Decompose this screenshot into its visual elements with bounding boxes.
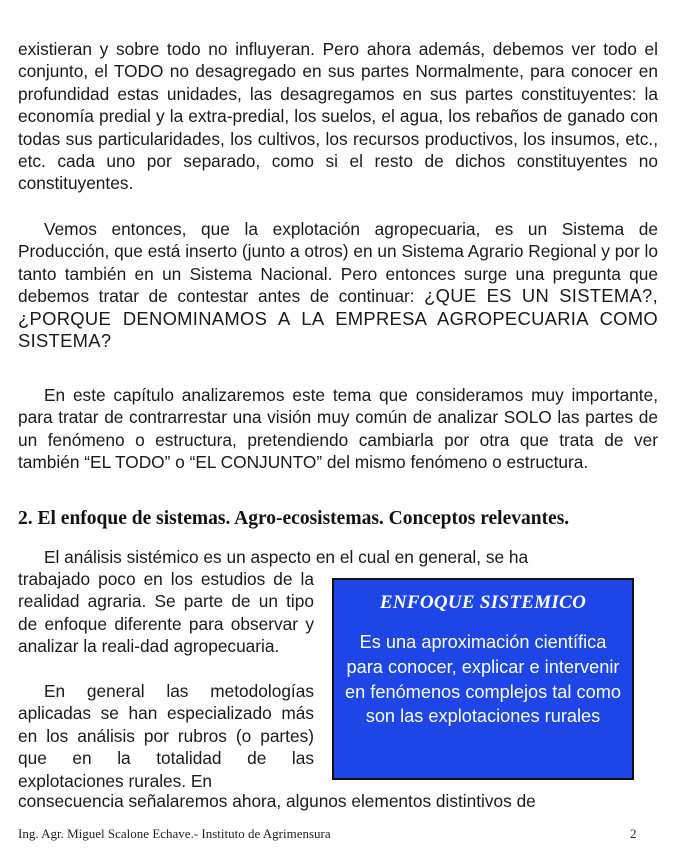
page-number: 2 — [630, 826, 637, 841]
paragraph-4-first-line: El análisis sistémico es un aspecto en el cual en general, se ha — [44, 547, 529, 567]
paragraph-1: existieran y sobre todo no influyeran. Pero ahora además, debemos ver todo el conjunto, el TODO no desagregado en sus partes Normalmente, para conocer en profundidad estas unidades, las desagregamos en sus partes constituyentes: la economía predial y la extra-predial, los suelos, el agua, los rebaños de ganado con todas sus particularidades, los cultivos, los recursos productivos, los insumos, etc., etc. cada uno por separado, como si el resto de dichos constituyentes no constituyentes. — [18, 39, 658, 194]
paragraph-2-text: Vemos entonces, que la explotación agropecuaria, es un Sistema de Producción, que está inserto (junto a otros) en un Sistema Agrario Regional y por lo tanto también en un Sistema Nacional. Pero entonces surge una pregunta que debemos tratar de contestar antes de continuar: — [18, 219, 658, 307]
paragraph-4-column: trabajado poco en los estudios de la realidad agraria. Se parte de un tipo de enfoque diferente para observar y analizar la reali-dad agropecuaria. — [18, 569, 314, 657]
section-heading: 2. El enfoque de sistemas. Agro-ecosistemas. Conceptos relevantes. — [18, 508, 570, 529]
paragraph-2-question: ¿QUE ES UN SISTEMA?, ¿PORQUE DENOMINAMOS A LA EMPRESA AGROPECUARIA COMO SISTEMA? — [18, 285, 658, 352]
paragraph-5-last-line: consecuencia señalaremos ahora, algunos elementos distintivos de — [18, 791, 536, 811]
callout-title: ENFOQUE SISTEMICO — [379, 592, 587, 613]
callout-body: Es una aproximación científica para conocer, explicar e intervenir en fenómenos complejos tal como son las explotaciones rurales — [345, 632, 621, 727]
paragraph-5-column: En general las metodologías aplicadas se han especializado más en los análisis por rubros (o partes) que en la totalidad de las explotaciones rurales. En — [18, 681, 314, 791]
paragraph-2 — [18, 218, 658, 352]
paragraph-3: En este capítulo analizaremos este tema que consideramos muy importante, para tratar de contrarrestar una visión muy común de analizar SOLO las partes de un fenómeno o estructura, pretendiendo cambiarla por otra que trata de ver también “EL TODO” o “EL CONJUNTO” del mismo fenómeno o estructura. — [18, 385, 658, 473]
enfoque-sistemico-callout — [332, 578, 634, 780]
footer-author: Ing. Agr. Miguel Scalone Echave.- Instituto de Agrimensura — [18, 826, 331, 841]
